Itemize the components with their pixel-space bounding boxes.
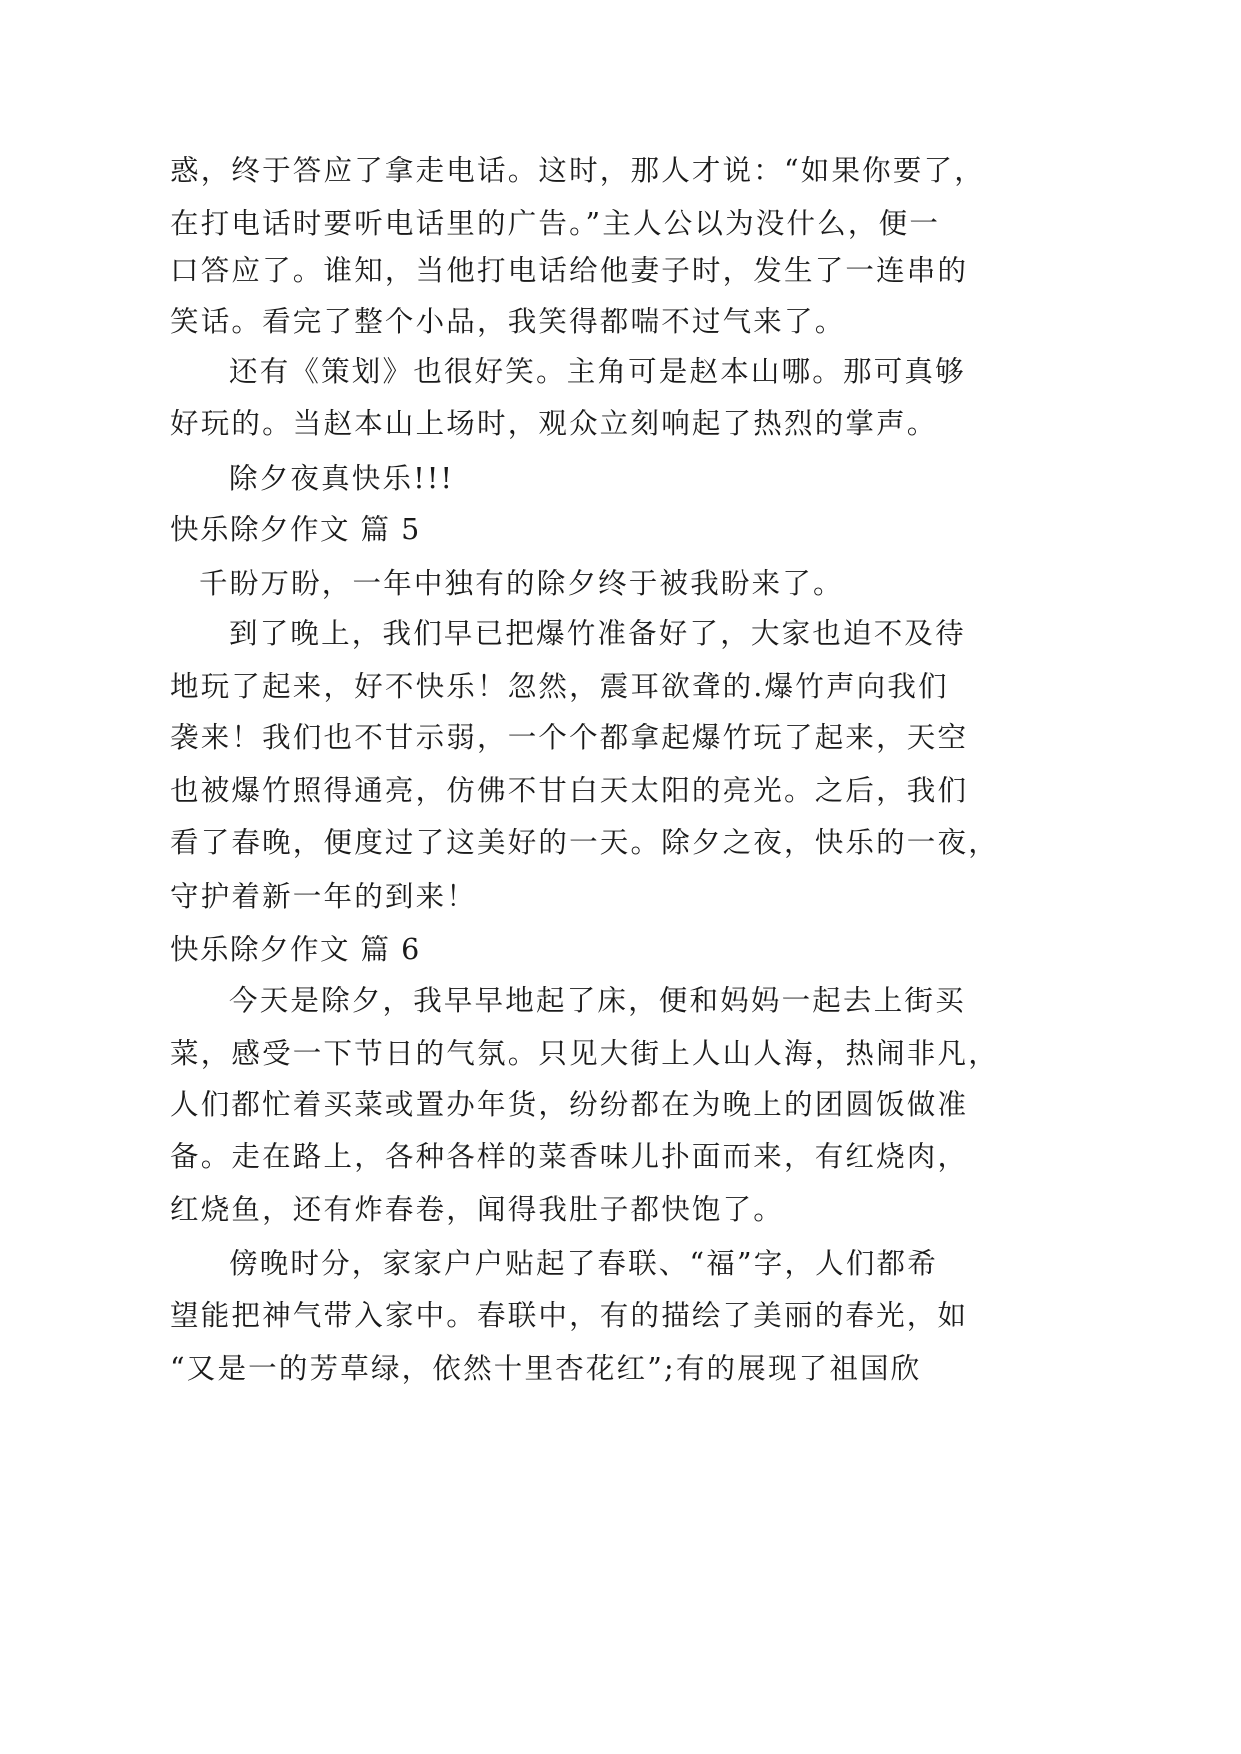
paragraph-line: 备。走在路上，各种各样的菜香味儿扑面而来，有红烧肉， xyxy=(170,1140,969,1173)
paragraph-line: 守护着新一年的到来！ xyxy=(170,880,478,913)
paragraph-line: 除夕夜真快乐!!! xyxy=(229,462,455,495)
paragraph-line: 在打电话时要听电话里的广告。”主人公以为没什么，便一 xyxy=(170,207,941,240)
paragraph-line: 人们都忙着买菜或置办年货，纷纷都在为晚上的团圆饭做准 xyxy=(170,1088,969,1121)
paragraph-line: 口答应了。谁知，当他打电话给他妻子时，发生了一连串的 xyxy=(170,254,969,287)
section-heading: 快乐除夕作文 篇 6 xyxy=(170,933,421,966)
paragraph-line: 看了春晚，便度过了这美好的一天。除夕之夜，快乐的一夜， xyxy=(170,826,999,859)
paragraph-line: 到了晚上，我们早已把爆竹准备好了，大家也迫不及待 xyxy=(229,617,966,650)
paragraph-line: 地玩了起来，好不快乐！忽然，震耳欲聋的.爆竹声向我们 xyxy=(170,670,949,703)
paragraph-line: 傍晚时分，家家户户贴起了春联、“福”字，人们都希 xyxy=(229,1247,938,1280)
paragraph-line: “又是一的芳草绿，依然十里杏花红”;有的展现了祖国欣 xyxy=(170,1352,922,1385)
paragraph-line: 还有《策划》也很好笑。主角可是赵本山哪。那可真够 xyxy=(229,355,966,388)
paragraph-line: 今天是除夕，我早早地起了床，便和妈妈一起去上街买 xyxy=(229,984,966,1017)
paragraph-line: 笑话。看完了整个小品，我笑得都喘不过气来了。 xyxy=(170,305,846,338)
paragraph-line: 好玩的。当赵本山上场时，观众立刻响起了热烈的掌声。 xyxy=(170,407,938,440)
paragraph-line: 也被爆竹照得通亮，仿佛不甘白天太阳的亮光。之后，我们 xyxy=(170,774,969,807)
paragraph-line: 袭来！我们也不甘示弱，一个个都拿起爆竹玩了起来，天空 xyxy=(170,721,969,754)
paragraph-line: 千盼万盼，一年中独有的除夕终于被我盼来了。 xyxy=(199,567,844,600)
paragraph-line: 惑，终于答应了拿走电话。这时，那人才说：“如果你要了， xyxy=(170,154,985,187)
paragraph-line: 红烧鱼，还有炸春卷，闻得我肚子都快饱了。 xyxy=(170,1193,785,1226)
paragraph-line: 望能把神气带入家中。春联中，有的描绘了美丽的春光，如 xyxy=(170,1299,969,1332)
section-heading: 快乐除夕作文 篇 5 xyxy=(170,513,421,546)
paragraph-line: 菜，感受一下节日的气氛。只见大街上人山人海，热闹非凡， xyxy=(170,1037,999,1070)
